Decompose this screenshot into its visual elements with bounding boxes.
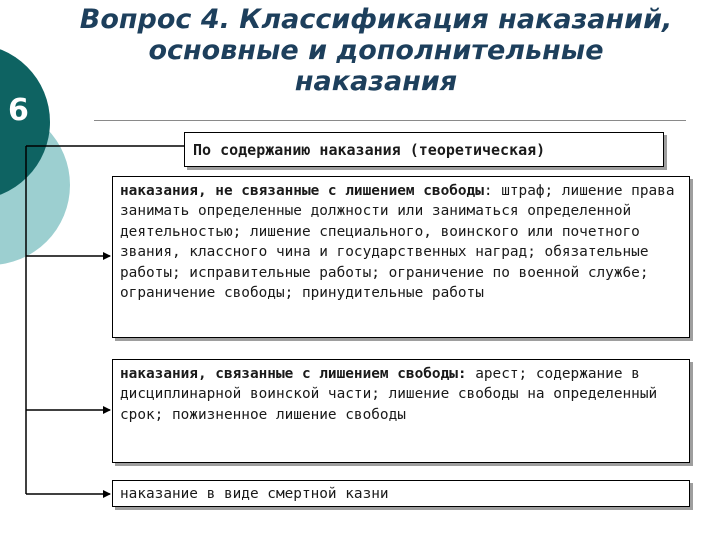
group-1-heading: наказания, не связанные с лишением свободы bbox=[120, 183, 484, 199]
group-2-heading: наказания, связанные с лишением свободы: bbox=[120, 366, 467, 382]
slide-title: Вопрос 4. Классификация наказаний, основные и дополнительные наказания bbox=[79, 4, 673, 97]
death-penalty-box bbox=[112, 480, 690, 507]
classification-header-box: По содержанию наказания (теоретическая) bbox=[184, 132, 664, 167]
group-2-text: арест; содержание в дисциплинарной воинской части; лишение свободы на определенный срок; пожизненное лишение свободы bbox=[120, 366, 658, 423]
custodial-punishments-box bbox=[112, 359, 690, 463]
group-1-separator: : bbox=[483, 183, 493, 199]
slide-number: 6 bbox=[8, 93, 29, 128]
group-3-text: наказание в виде смертной казни bbox=[120, 486, 389, 502]
group-1-text: штраф; лишение права занимать определенные должности или заниматься определенной деятельностью; лишение специального, воинского или почетного звания, классного чина и государственных наград; обязательные работы; исправительные работы; ограничение по военной служ6е; ограничение свободы; принудительные работы bbox=[120, 183, 675, 302]
non-custodial-punishments-box bbox=[112, 176, 690, 338]
